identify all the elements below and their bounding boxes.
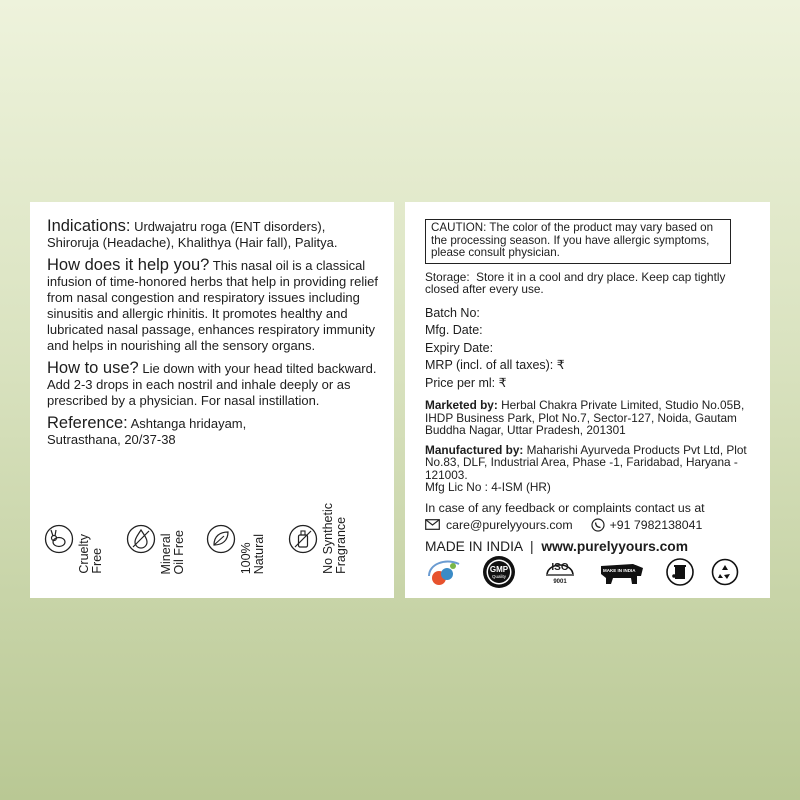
manufactured-by-section: [425, 444, 754, 494]
storage-heading: Storage:: [425, 269, 470, 284]
email-address: care@purelyyours.com: [446, 517, 573, 532]
indications-text: Urdwajatru roga (ENT disorders), Shiroruja (Headache), Khalithya (Hair fall), Palitya.: [47, 219, 338, 250]
how-help-heading: How does it help you?: [47, 256, 210, 274]
badge-label: Mineral Oil Free: [159, 529, 186, 574]
badge-label: 100% Natural: [239, 533, 266, 574]
badge-label: No Synthetic Fragrance: [321, 503, 348, 574]
reference-heading: Reference:: [47, 414, 128, 432]
marketed-text: Herbal Chakra Private Limited, Studio No.05B, IHDP Business Park, Plot No.7, Sector-127, Noida, Gautam Buddha Nagar, Uttar Pradesh, 201301: [425, 398, 745, 438]
recycle-icon: [711, 554, 739, 590]
iso-subtext: 9001: [553, 579, 567, 585]
oil-drop-icon: [126, 524, 156, 554]
feedback-text: In case of any feedback or complaints contact us at: [425, 500, 705, 515]
how-use-heading: How to use?: [47, 359, 139, 377]
indications-heading: Indications:: [47, 217, 131, 235]
caution-box: [425, 219, 731, 264]
iso-text: ISO: [551, 562, 569, 573]
badge-label: Cruelty Free: [77, 534, 104, 574]
mrp: MRP (incl. of all taxes): ₹: [425, 358, 565, 373]
iso-logo: [543, 554, 577, 590]
rabbit-icon: [44, 524, 74, 554]
marketed-by-section: [425, 399, 754, 437]
mfg-licence: Mfg Lic No : 4-ISM (HR): [425, 480, 551, 495]
certification-logos: [425, 554, 735, 590]
batch-no: Batch No:: [425, 305, 480, 320]
batch-fields: [425, 305, 754, 393]
how-help-section: [47, 257, 378, 354]
right-label-panel: [405, 202, 770, 598]
left-label-panel: [30, 202, 394, 598]
storage-text: Store it in a cool and dry place. Keep cap tightly closed after every use.: [425, 269, 726, 296]
phone-number: +91 7982138041: [609, 517, 703, 532]
made-in-row: [425, 539, 754, 554]
price-per-ml: Price per ml: ₹: [425, 375, 507, 390]
feature-badges: [44, 502, 382, 582]
how-help-text: This nasal oil is a classical infusion of time-honored herbs that help in providing relief from nasal congestion and respiratory issues including sinusitis and allergic rhinitis. It promotes healthy and lubricated nasal passage, enhances respiratory immunity and helps in nourishing all the sensory organs.: [47, 258, 378, 353]
how-use-text: Lie down with your head tilted backward. Add 2-3 drops in each nostril and inhale deeply or as prescribed by a physician. For nasal instillation.: [47, 361, 377, 408]
dustbin-icon: [665, 554, 695, 590]
make-in-india-logo: [597, 554, 647, 590]
make-in-india-text: MAKE IN INDIA: [603, 568, 636, 573]
caution-heading: CAUTION:: [431, 221, 487, 234]
bottle-icon: [288, 524, 318, 554]
manufactured-heading: Manufactured by:: [425, 442, 524, 457]
ayush-globe-icon: [425, 554, 465, 590]
website-link[interactable]: www.purelyyours.com: [541, 538, 689, 554]
whatsapp-icon: [591, 518, 605, 532]
reference-text: Ashtanga hridayam, Sutrasthana, 20/37-38: [47, 416, 247, 447]
leaf-icon: [206, 524, 236, 554]
how-use-section: [47, 360, 378, 409]
manufactured-text: Maharishi Ayurveda Products Pvt Ltd, Plot No.83, DLF, Industrial Area, Phase -1, Faridabad, Haryana - 121003.: [425, 442, 747, 482]
phone-contact[interactable]: [591, 518, 703, 532]
indications-section: [47, 218, 378, 251]
email-icon: [425, 519, 440, 530]
mfg-date: Mfg. Date:: [425, 323, 483, 338]
caution-text: The color of the product may vary based on the processing season. If you have allergic symptoms, please consult physician.: [431, 221, 714, 259]
expiry-date: Expiry Date:: [425, 340, 494, 355]
contact-row: [425, 518, 754, 532]
separator: |: [530, 538, 534, 554]
storage-section: [425, 271, 754, 296]
gmp-subtext: Quality: [491, 574, 506, 579]
email-contact[interactable]: [425, 518, 573, 532]
made-in-india: MADE IN INDIA: [425, 538, 523, 554]
gmp-text: GMP: [489, 565, 509, 574]
reference-section: [47, 415, 297, 448]
marketed-heading: Marketed by:: [425, 398, 498, 413]
